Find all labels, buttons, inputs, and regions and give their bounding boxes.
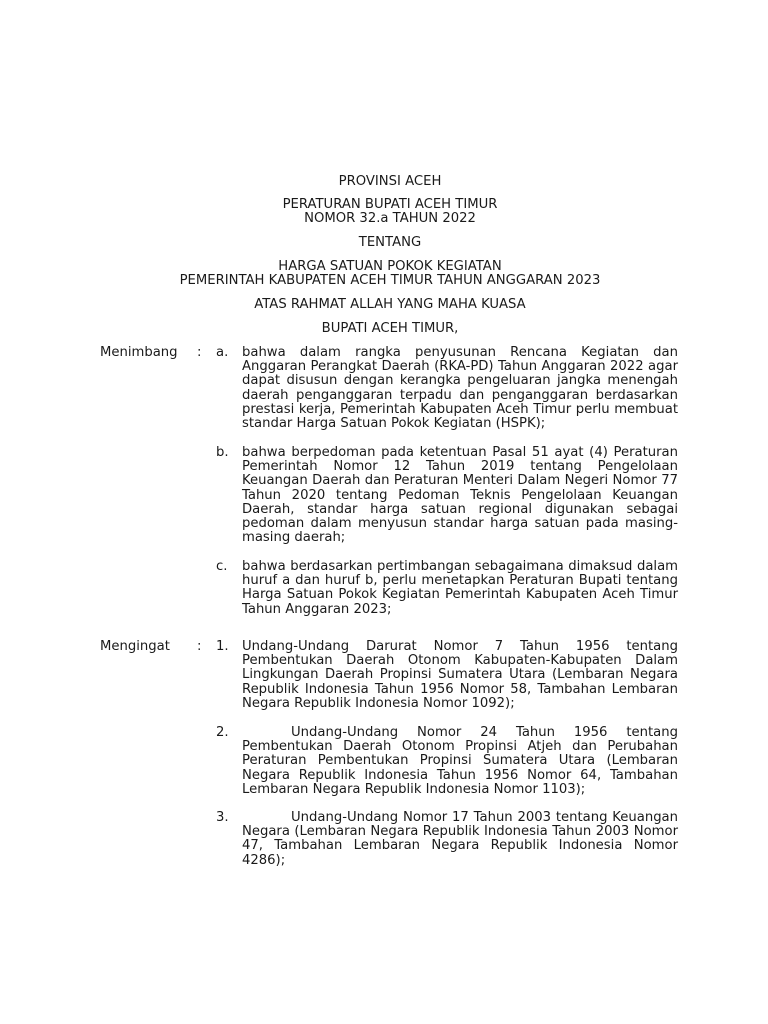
about-heading: TENTANG [358,235,422,250]
menimbang-label: Menimbang [100,345,178,360]
menimbang-item-c: bahwa berdasarkan pertimbangan sebagaimana dimaksud dalam huruf a dan huruf b, perlu menetapkan Peraturan Bupati tentang Harga Satuan Pokok Kegiatan Pemerintah Kabupaten Aceh Timur Tahun Anggaran 2023; [242,559,678,617]
subject-line-1: HARGA SATUAN POKOK KEGIATAN [278,259,502,274]
mengingat-label: Mengingat [100,639,170,654]
regulation-title: PERATURAN BUPATI ACEH TIMUR [282,197,498,212]
menimbang-marker-a: a. [216,345,229,360]
blessing-line: ATAS RAHMAT ALLAH YANG MAHA KUASA [254,297,526,312]
mengingat-marker-2: 2. [216,725,229,740]
mengingat-marker-1: 1. [216,639,229,654]
mengingat-item-2: Undang-Undang Nomor 24 Tahun 1956 tentang Pembentukan Daerah Otonom Propinsi Atjeh dan Perubahan Peraturan Pembentukan Propinsi Sumatera Utara (Lembaran Negara Republik Indonesia Tahun 1956 Nomor 64, Tambahan Lembaran Negara Republik Indonesia Nomor 1103); [242,725,678,797]
menimbang-item-b: bahwa berpedoman pada ketentuan Pasal 51 ayat (4) Peraturan Pemerintah Nomor 12 Tahun 2019 tentang Pengelolaan Keuangan Daerah dan Peraturan Menteri Dalam Negeri Nomor 77 Tahun 2020 tentang Pedoman Teknis Pengelolaan Keuangan Daerah, standar harga satuan regional digunakan sebagai pedoman dalam menyusun standar harga satuan pada masing-masing daerah; [242,445,678,546]
province-title: PROVINSI ACEH [338,174,442,189]
menimbang-marker-b: b. [216,445,229,460]
mengingat-item-1: Undang-Undang Darurat Nomor 7 Tahun 1956 tentang Pembentukan Daerah Otonom Kabupaten-Kabupaten Dalam Lingkungan Daerah Propinsi Sumatera Utara (Lembaran Negara Republik Indonesia Tahun 1956 Nomor 58, Tambahan Lembaran Negara Republik Indonesia Nomor 1092); [242,639,678,711]
subject-line-2: PEMERINTAH KABUPATEN ACEH TIMUR TAHUN ANGGARAN 2023 [179,273,601,288]
mengingat-marker-3: 3. [216,810,229,825]
regulation-number: NOMOR 32.a TAHUN 2022 [304,211,476,226]
mengingat-item-3: Undang-Undang Nomor 17 Tahun 2003 tentang Keuangan Negara (Lembaran Negara Republik Indonesia Tahun 2003 Nomor 47, Tambahan Lembaran Negara Republik Indonesia Nomor 4286); [242,810,678,868]
menimbang-item-a: bahwa dalam rangka penyusunan Rencana Kegiatan dan Anggaran Perangkat Daerah (RKA-PD) Tahun Anggaran 2022 agar dapat disusun dengan kerangka pengeluaran jangka menengah daerah penganggaran terpadu dan penganggaran berdasarkan prestasi kerja, Pemerintah Kabupaten Aceh Timur perlu membuat standar Harga Satuan Pokok Kegiatan (HSPK); [242,345,678,432]
menimbang-colon: : [197,345,202,360]
mengingat-colon: : [197,639,202,654]
official-title: BUPATI ACEH TIMUR, [321,321,459,336]
menimbang-marker-c: c. [216,559,228,574]
